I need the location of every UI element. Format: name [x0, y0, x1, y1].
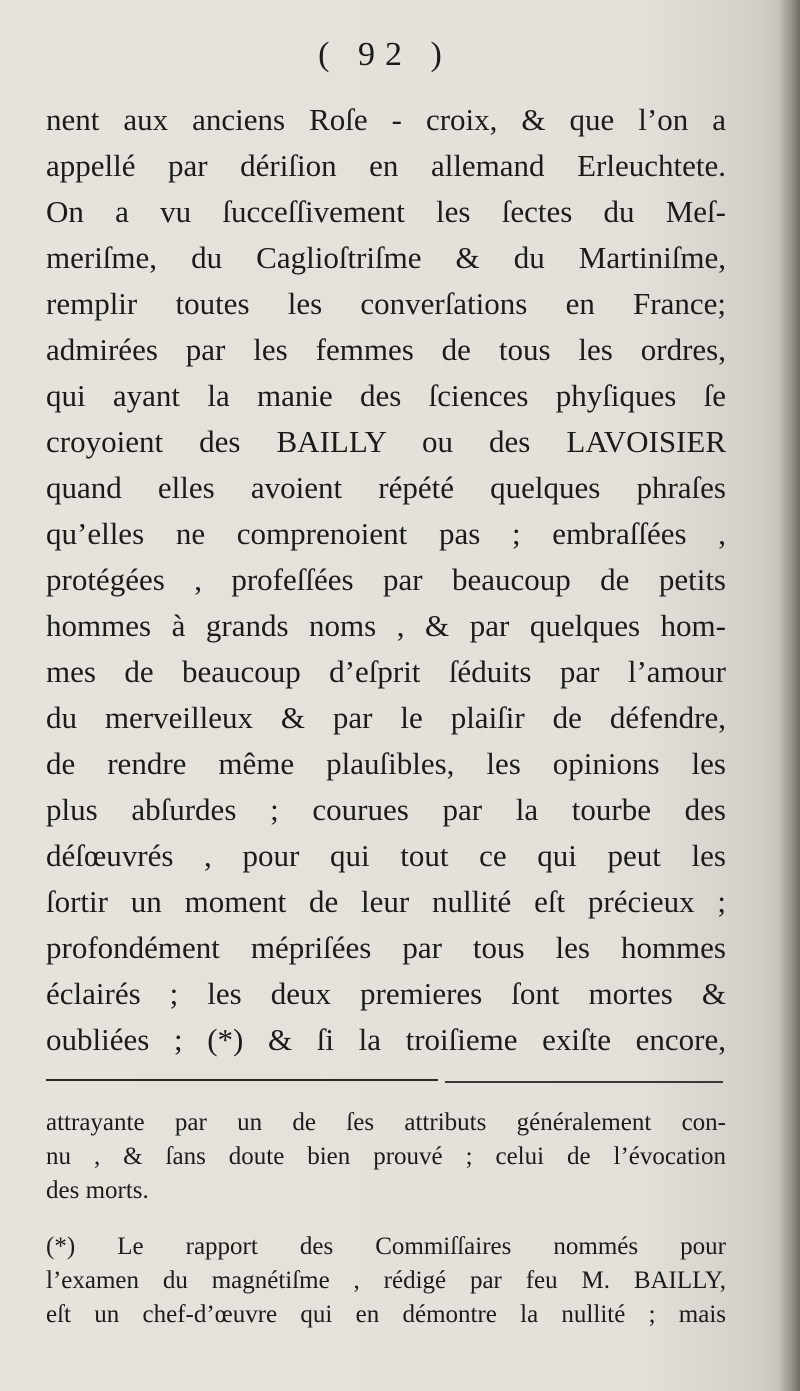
text-line: qui ayant la manie des ſciences phyſiques ſe [46, 378, 726, 413]
text-line: qu’elles ne comprenoient pas ; embraſſées , [46, 516, 726, 551]
text-line: déſœuvrés , pour qui tout ce qui peut les [46, 838, 726, 873]
text-line: meriſme, du Caglioſtriſme & du Martiniſme, [46, 240, 726, 275]
text-line: remplir toutes les converſations en France; [46, 286, 726, 321]
text-line: nent aux anciens Roſe - croix, & que l’on a [46, 102, 726, 137]
footnote-spacer [46, 1208, 726, 1230]
footnote-line: (*) Le rapport des Commiſſaires nommés pour [46, 1233, 726, 1260]
text-line: admirées par les femmes de tous les ordres, [46, 332, 726, 367]
footnote-line: eſt un chef-d’œuvre qui en démontre la nullité ; mais [46, 1301, 726, 1328]
text-line: ſortir un moment de leur nullité eſt précieux ; [46, 884, 726, 919]
text-line: du merveilleux & par le plaiſir de défendre, [46, 700, 726, 735]
text-line: oubliées ; (*) & ſi la troiſieme exiſte encore, [46, 1022, 726, 1057]
text-line: éclairés ; les deux premieres ſont mortes & [46, 976, 726, 1011]
main-text [46, 97, 726, 1063]
footnote-line: l’examen du magnétiſme , rédigé par feu M. BAILLY, [46, 1267, 726, 1294]
text-line: quand elles avoient répété quelques phraſes [46, 470, 726, 505]
footnote-separator-rule [445, 1081, 723, 1083]
text-line: profondément mépriſées par tous les hommes [46, 930, 726, 965]
text-line: de rendre même plauſibles, les opinions les [46, 746, 726, 781]
text-line: appellé par dériſion en allemand Erleuchtete. [46, 148, 726, 183]
page-number: ( 92 ) [318, 36, 452, 73]
text-line: hommes à grands noms , & par quelques hom- [46, 608, 726, 643]
footnote-line: attrayante par un de ſes attributs généralement con- [46, 1109, 726, 1136]
text-line: mes de beaucoup d’eſprit ſéduits par l’amour [46, 654, 726, 689]
text-line: protégées , profeſſées par beaucoup de petits [46, 562, 726, 597]
text-line: On a vu ſucceſſivement les ſectes du Meſ- [46, 194, 726, 229]
text-line: plus abſurdes ; courues par la tourbe des [46, 792, 726, 827]
footnote-separator-rule [46, 1079, 438, 1081]
page-edge-shadow [778, 0, 800, 1391]
text-line: croyoient des BAILLY ou des LAVOISIER [46, 424, 726, 459]
footnote-line: des morts. [46, 1177, 149, 1204]
footnote-line: nu , & ſans doute bien prouvé ; celui de l’évocation [46, 1143, 726, 1170]
footnotes [46, 1106, 726, 1332]
